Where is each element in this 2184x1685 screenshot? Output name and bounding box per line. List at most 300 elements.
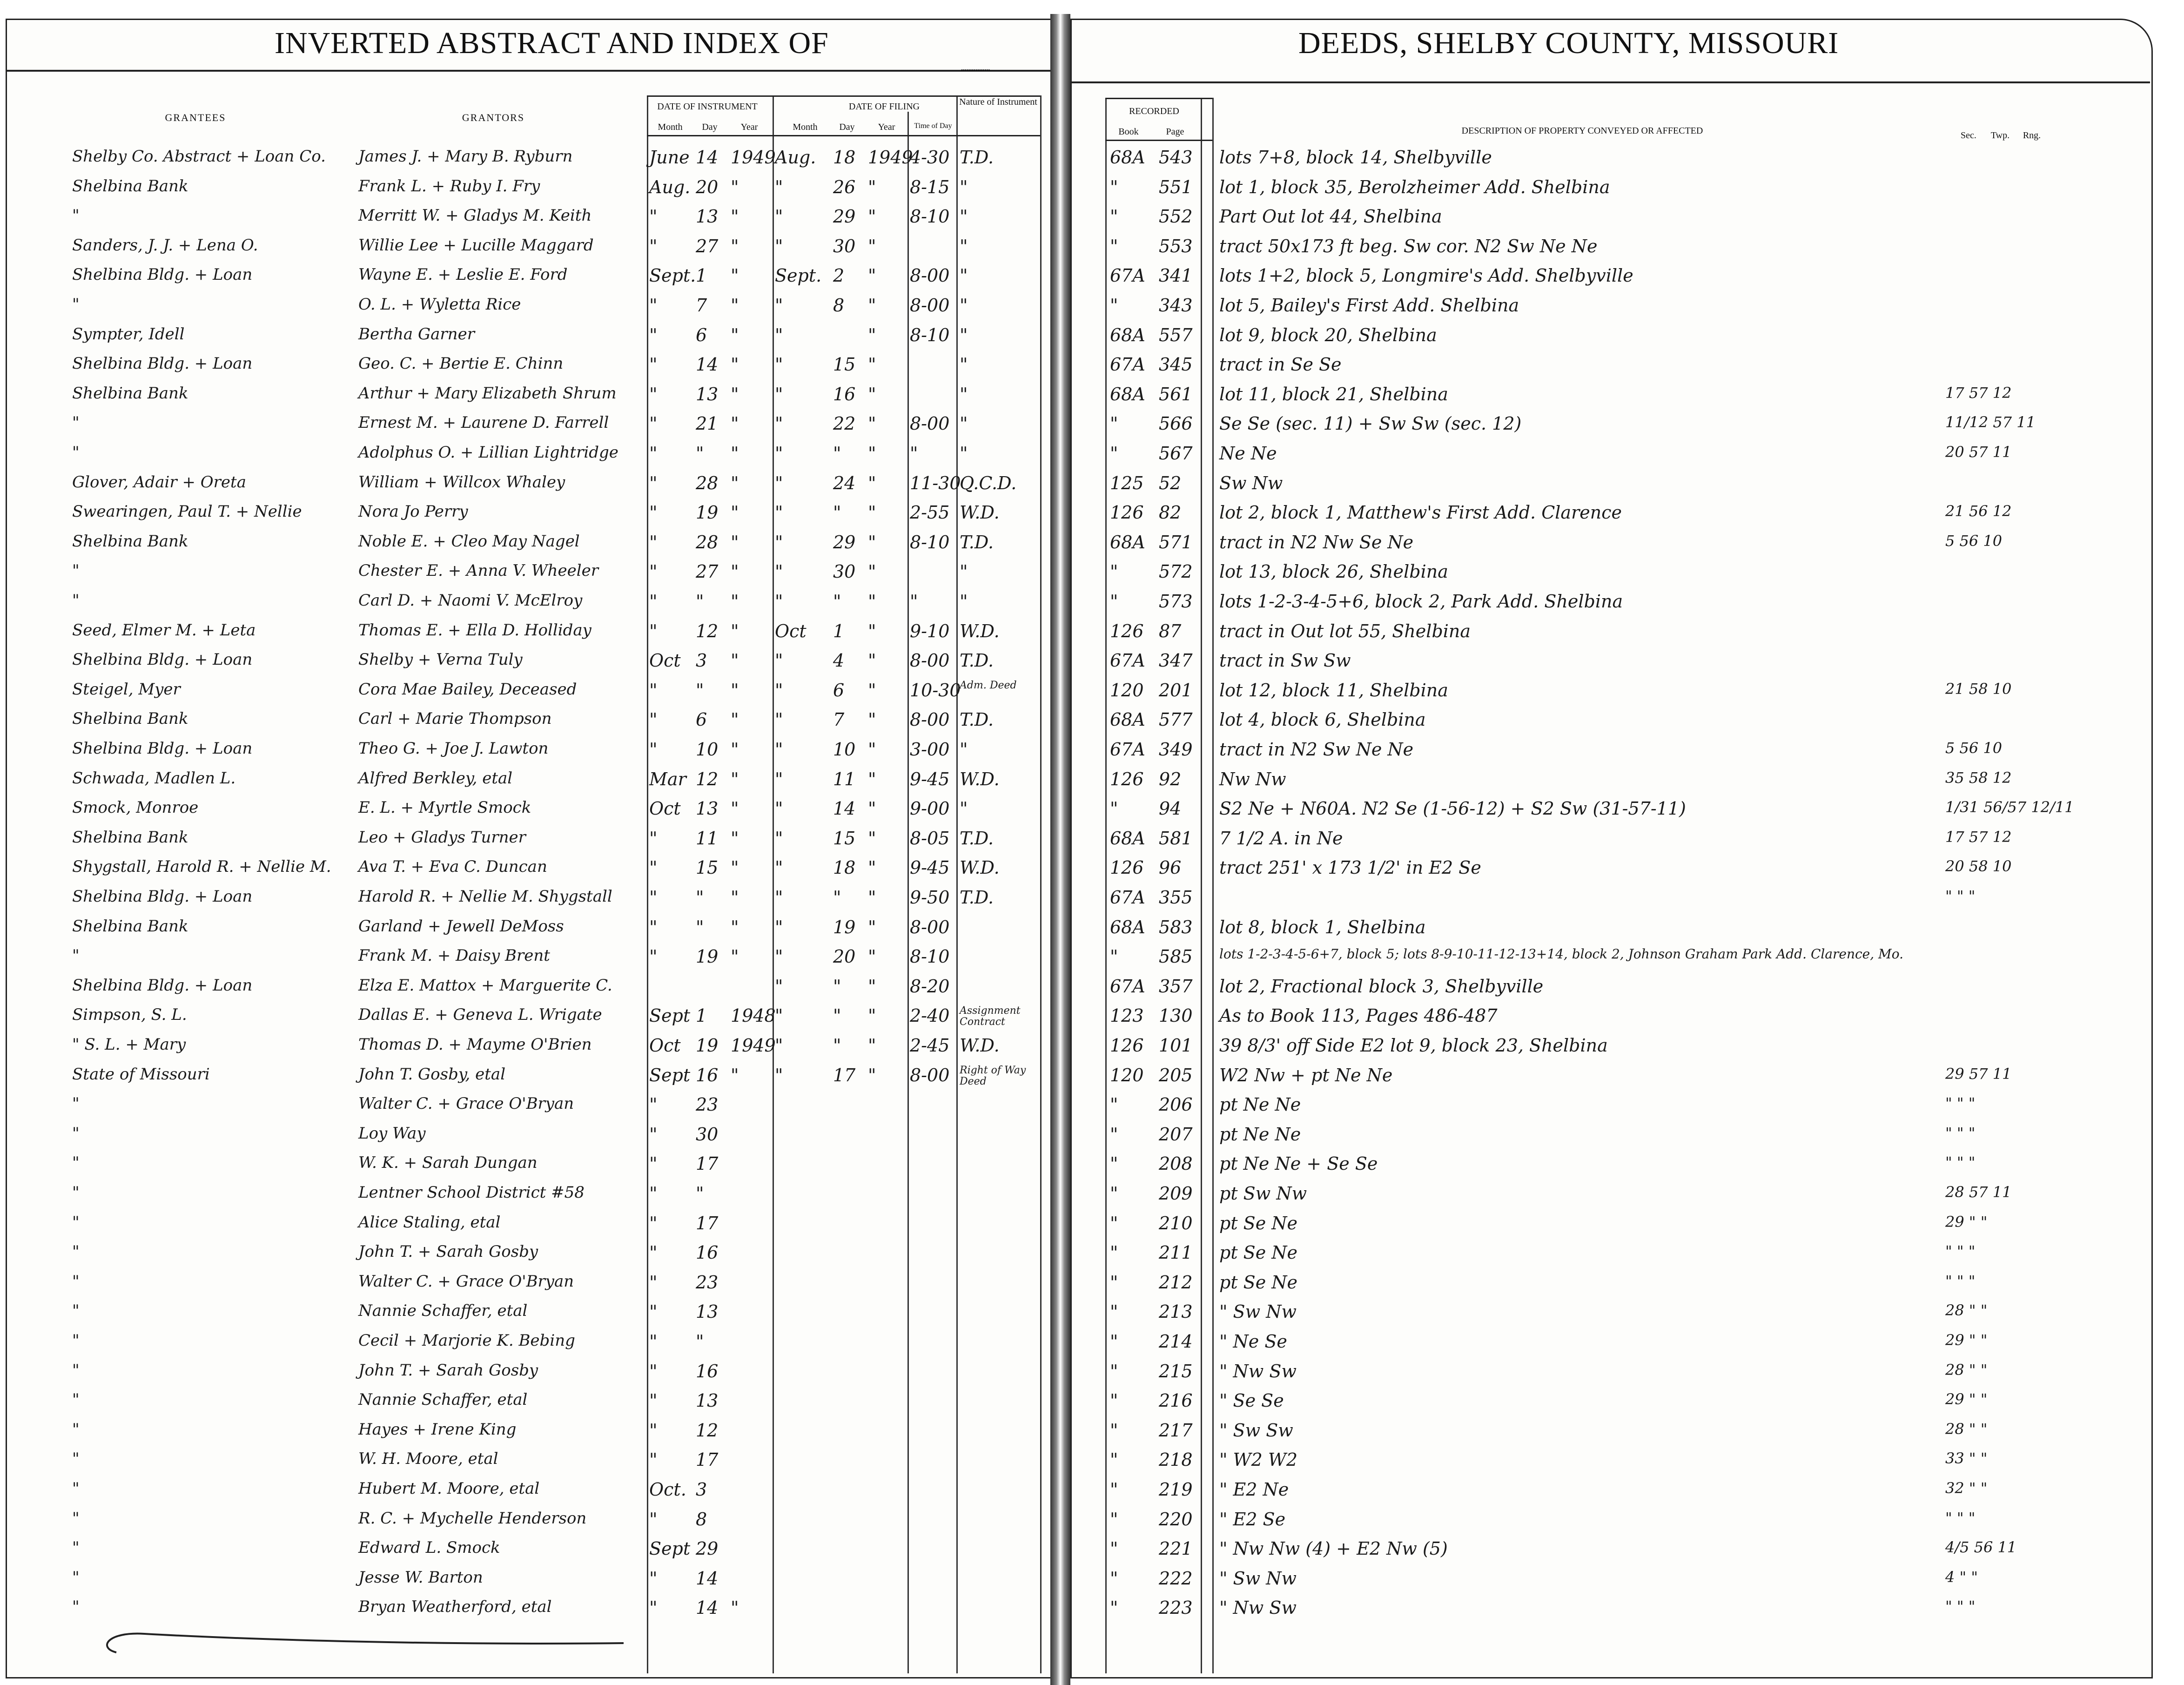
description-cell: " Ne Se (1219, 1331, 1287, 1352)
time-of-day-cell: 9-00 (910, 798, 950, 819)
filing-year-cell: " (868, 236, 876, 256)
description-cell: lot 1, block 35, Berolzheimer Add. Shelbina (1219, 176, 1610, 197)
instrument-year-cell: " (731, 413, 739, 434)
grantee-cell: Shelbina Bldg. + Loan (72, 354, 253, 373)
filing-year-cell: " (868, 206, 876, 227)
ledger-row (0, 1509, 2094, 1539)
time-of-day-cell: 8-10 (910, 946, 950, 967)
page-cell: 577 (1159, 709, 1193, 730)
grantee-cell: " (72, 1479, 80, 1498)
filing-year-cell: " (868, 443, 876, 464)
instrument-day-cell: 28 (696, 472, 719, 493)
time-of-day-cell: 8-10 (910, 532, 950, 553)
instrument-year-cell: " (731, 236, 739, 256)
time-of-day-cell: 8-00 (910, 295, 950, 316)
page-cell: 94 (1159, 798, 1182, 819)
sec-twp-rng-cell: " " " (1945, 1124, 1976, 1142)
filing-year-cell: " (868, 946, 876, 967)
book-cell: " (1110, 413, 1118, 434)
page-cell: 543 (1159, 147, 1193, 168)
description-cell: lots 1+2, block 5, Longmire's Add. Shelbyville (1219, 265, 1633, 286)
filing-year-cell: " (868, 591, 876, 612)
book-cell: 126 (1110, 857, 1144, 878)
filing-month-cell: " (775, 946, 783, 967)
ledger-row (0, 384, 2094, 414)
instrument-year-cell: " (731, 620, 739, 641)
grantor-cell: John T. Gosby, etal (358, 1065, 506, 1084)
grantee-cell: " (72, 591, 80, 610)
page-cell: 573 (1159, 591, 1193, 612)
instrument-day-cell: 23 (696, 1272, 719, 1293)
ledger-row (0, 413, 2094, 443)
instrument-day-cell: 12 (696, 620, 719, 641)
filing-day-cell: 15 (833, 354, 856, 375)
filing-day-cell: 29 (833, 206, 856, 227)
ledger-row (0, 739, 2094, 769)
book-cell: 67A (1110, 265, 1145, 286)
page-cell: 357 (1159, 976, 1193, 997)
filing-month-cell: " (775, 295, 783, 316)
ledger-row (0, 473, 2094, 503)
ledger-row (0, 502, 2094, 532)
grantee-cell: " (72, 443, 80, 462)
nature-cell: Assignment Contract (960, 1005, 1021, 1028)
instrument-day-cell: 1 (696, 265, 707, 286)
filing-day-cell: " (833, 1035, 841, 1056)
filing-month-cell: " (775, 384, 783, 404)
instrument-year-cell: " (731, 739, 739, 760)
grantee-cell: Schwada, Madlen L. (72, 768, 236, 788)
ledger-row (0, 1065, 2094, 1095)
book-cell: " (1110, 443, 1118, 464)
page-cell: 218 (1159, 1449, 1193, 1470)
filing-year-cell: " (868, 295, 876, 316)
ledger-row (0, 236, 2094, 266)
filing-month-cell: " (775, 354, 783, 375)
filing-day-cell: 22 (833, 413, 856, 434)
time-of-day-cell: 10-30 (910, 680, 961, 701)
grantee-cell: " (72, 1509, 80, 1528)
sec-twp-rng-cell: 20 57 11 (1945, 443, 2012, 461)
instrument-year-cell: " (731, 828, 739, 849)
book-cell: 67A (1110, 739, 1145, 760)
instrument-year-cell: " (731, 1597, 739, 1618)
book-cell: " (1110, 1420, 1118, 1441)
filing-month-cell: " (775, 176, 783, 197)
time-of-day-cell: 8-15 (910, 176, 950, 197)
instrument-month-cell: " (649, 354, 658, 375)
filing-month-cell: " (775, 768, 783, 789)
description-cell: " Sw Nw (1219, 1301, 1297, 1322)
page-cell: 213 (1159, 1301, 1193, 1322)
page-cell: 206 (1159, 1094, 1193, 1115)
instrument-day-cell: 16 (696, 1242, 719, 1263)
grantor-cell: Carl + Marie Thompson (358, 709, 552, 728)
grantor-cell: Lentner School District #58 (358, 1183, 585, 1202)
instrument-month-cell: " (649, 857, 658, 878)
instrument-year-cell: " (731, 798, 739, 819)
instrument-day-cell: 12 (696, 1420, 719, 1441)
instrument-day-cell: 30 (696, 1124, 719, 1145)
page-cell: 566 (1159, 413, 1193, 434)
nature-cell: " (960, 591, 968, 612)
description-cell: lot 2, block 1, Matthew's First Add. Clarence (1219, 502, 1622, 523)
nature-cell: T.D. (960, 532, 994, 553)
filing-day-cell: 1 (833, 620, 845, 641)
grantor-cell: Wayne E. + Leslie E. Ford (358, 265, 568, 284)
filing-day-cell: 16 (833, 384, 856, 404)
instrument-year-cell: " (731, 532, 739, 553)
grantor-cell: Shelby + Verna Tuly (358, 650, 523, 669)
instrument-month-cell: Oct (649, 650, 681, 671)
instrument-day-cell: 19 (696, 502, 719, 523)
grantor-cell: W. H. Moore, etal (358, 1449, 498, 1469)
sec-twp-rng-cell: 32 " " (1945, 1479, 1988, 1497)
grantee-cell: " (72, 1183, 80, 1202)
ledger-row (0, 295, 2094, 325)
page-cell: 208 (1159, 1153, 1193, 1174)
book-cell: 120 (1110, 1065, 1144, 1085)
instrument-month-cell: " (649, 206, 658, 227)
description-cell: " W2 W2 (1219, 1449, 1298, 1470)
description-cell: " Nw Sw (1219, 1361, 1297, 1382)
grantee-cell: " (72, 1301, 80, 1321)
instrument-day-cell: 19 (696, 1035, 719, 1056)
grantor-cell: Walter C. + Grace O'Bryan (358, 1272, 574, 1291)
nature-cell: Adm. Deed (960, 679, 1017, 691)
nature-cell: Right of Way Deed (960, 1064, 1026, 1087)
book-cell: " (1110, 1449, 1118, 1470)
sec-twp-rng-cell: 17 57 12 (1945, 384, 2012, 402)
page-cell: 130 (1159, 1005, 1193, 1026)
filing-month-cell: " (775, 887, 783, 908)
grantor-cell: Edward L. Smock (358, 1538, 500, 1557)
page-cell: 209 (1159, 1183, 1193, 1204)
instrument-month-cell: " (649, 680, 658, 701)
sec-twp-rng-cell: 5 56 10 (1945, 532, 2003, 550)
grantor-cell: Carl D. + Naomi V. McElroy (358, 591, 583, 610)
page-cell: 82 (1159, 502, 1182, 523)
time-of-day-cell: 2-40 (910, 1005, 950, 1026)
filing-year-cell: " (868, 413, 876, 434)
description-cell: Se Se (sec. 11) + Sw Sw (sec. 12) (1219, 413, 1522, 434)
ledger-row (0, 1242, 2094, 1272)
recorded-header-bottom-rule (1105, 140, 1212, 141)
instrument-year-cell: " (731, 680, 739, 701)
sec-twp-rng-cell: " " " (1945, 1242, 1976, 1260)
time-of-day-cell: 8-00 (910, 1065, 950, 1085)
nature-cell: " (960, 739, 968, 760)
book-cell: " (1110, 798, 1118, 819)
nature-cell: T.D. (960, 828, 994, 849)
instrument-day-cell: 14 (696, 147, 719, 168)
instrument-month-cell: " (649, 295, 658, 316)
book-cell: 68A (1110, 324, 1145, 345)
book-cell: " (1110, 591, 1118, 612)
instrument-year-cell: " (731, 176, 739, 197)
instrument-month-cell: " (649, 1361, 658, 1382)
right-header-rule (1070, 81, 2150, 83)
book-cell: " (1110, 1272, 1118, 1293)
date-of-filing-header: DATE OF FILING (848, 101, 920, 112)
ledger-row (0, 1568, 2094, 1598)
ledger-row (0, 1153, 2094, 1183)
filing-day-cell: " (833, 443, 841, 464)
filing-day-cell: 14 (833, 798, 856, 819)
nature-cell: " (960, 384, 968, 404)
filing-day-cell: " (833, 887, 841, 908)
grantor-cell: Theo G. + Joe J. Lawton (358, 739, 549, 758)
filing-month-cell: " (775, 324, 783, 345)
book-cell: " (1110, 1597, 1118, 1618)
grantor-cell: Garland + Jewell DeMoss (358, 917, 564, 936)
page-cell: 215 (1159, 1361, 1193, 1382)
instrument-month-cell: Sept. (649, 265, 696, 286)
description-cell: W2 Nw + pt Ne Ne (1219, 1065, 1393, 1085)
page-cell: 211 (1159, 1242, 1193, 1263)
filing-month-cell: " (775, 413, 783, 434)
grantor-cell: John T. + Sarah Gosby (358, 1242, 538, 1261)
description-cell: pt Se Ne (1219, 1242, 1298, 1263)
grantee-cell: " (72, 1153, 80, 1173)
instrument-month-cell: June (649, 147, 690, 168)
filing-year-cell: " (868, 917, 876, 937)
instrument-day-cell: 12 (696, 768, 719, 789)
page-cell: 571 (1159, 532, 1193, 553)
grantee-cell: " (72, 1242, 80, 1261)
instrument-month-cell: " (649, 1094, 658, 1115)
description-cell: Ne Ne (1219, 443, 1277, 464)
nature-cell: " (960, 236, 968, 256)
book-cell: 125 (1110, 472, 1144, 493)
instrument-month-cell: " (649, 1272, 658, 1293)
page-header: Page (1166, 127, 1184, 137)
filing-month-cell: Sept. (775, 265, 822, 286)
grantor-cell: Elza E. Mattox + Marguerite C. (358, 976, 612, 995)
instrument-day-cell: 29 (696, 1538, 719, 1559)
instrument-year-cell: " (731, 265, 739, 286)
page-cell: 585 (1159, 946, 1193, 967)
grantor-cell: Bertha Garner (358, 324, 475, 344)
filing-month-cell: " (775, 1005, 783, 1026)
description-cell: tract 251' x 173 1/2' in E2 Se (1219, 857, 1481, 878)
ledger-row (0, 650, 2094, 680)
ledger-row (0, 1479, 2094, 1509)
filing-year-cell: " (868, 1065, 876, 1085)
instrument-day-cell: 13 (696, 206, 719, 227)
nature-cell: " (960, 324, 968, 345)
sec-twp-rng-cell: " " " (1945, 1509, 1976, 1527)
left-page-title: INVERTED ABSTRACT AND INDEX OF (275, 26, 829, 60)
instrument-year-cell: " (731, 443, 739, 464)
instrument-month-cell: Sept (649, 1538, 691, 1559)
book-cell: " (1110, 236, 1118, 256)
instrument-year-cell: " (731, 917, 739, 937)
ledger-row (0, 325, 2094, 355)
grantor-cell: Hubert M. Moore, etal (358, 1479, 540, 1498)
book-cell: 126 (1110, 1035, 1144, 1056)
ledger-row (0, 1301, 2094, 1331)
description-cell: tract in N2 Nw Se Ne (1219, 532, 1414, 553)
grantee-cell: Smock, Monroe (72, 798, 199, 817)
sec-twp-rng-cell: " " " (1945, 1094, 1976, 1112)
description-cell: tract in N2 Sw Ne Ne (1219, 739, 1414, 760)
printer-stamp: ▪▪▪▪▪▪▪▪▪▪▪▪▪▪▪▪ (961, 67, 990, 73)
grantee-cell: Shelbina Bank (72, 532, 188, 551)
page-cell: 220 (1159, 1509, 1193, 1530)
sec-twp-rng-cell: 17 57 12 (1945, 828, 2012, 846)
grantee-cell: State of Missouri (72, 1065, 210, 1084)
instrument-day-cell: 13 (696, 384, 719, 404)
description-cell: lot 4, block 6, Shelbina (1219, 709, 1426, 730)
grantee-cell: Shelbina Bank (72, 917, 188, 936)
ledger-row (0, 177, 2094, 207)
ledger-row (0, 561, 2094, 591)
nature-cell: " (960, 798, 968, 819)
book-cell: 67A (1110, 976, 1145, 997)
instrument-day-cell: " (696, 443, 704, 464)
nature-cell: " (960, 443, 968, 464)
instrument-day-cell: 17 (696, 1213, 719, 1233)
instrument-day-cell: " (696, 887, 704, 908)
instrument-month-cell: " (649, 1449, 658, 1470)
instrument-day-cell: 13 (696, 798, 719, 819)
grantee-cell: " (72, 1597, 80, 1617)
instrument-month-cell: " (649, 1331, 658, 1352)
grantor-cell: W. K. + Sarah Dungan (358, 1153, 538, 1173)
instrument-month-cell: " (649, 709, 658, 730)
filing-year-cell: " (868, 532, 876, 553)
description-cell: lots 1-2-3-4-5-6+7, block 5; lots 8-9-10-11-12-13+14, block 2, Johnson Graham Park Add. Clarence, Mo. (1219, 946, 1903, 962)
page-cell: 343 (1159, 295, 1193, 316)
grantor-cell: Cora Mae Bailey, Deceased (358, 680, 577, 699)
grantor-cell: Dallas E. + Geneva L. Wrigate (358, 1005, 602, 1024)
description-cell: 39 8/3' off Side E2 lot 9, block 23, Shelbina (1219, 1035, 1608, 1056)
ledger-row (0, 1390, 2094, 1420)
description-cell: " Se Se (1219, 1390, 1284, 1411)
instrument-year-cell: 1949 (731, 1035, 776, 1056)
grantees-header: GRANTEES (165, 112, 226, 123)
sec-twp-rng-cell: 1/31 56/57 12/11 (1945, 798, 2074, 816)
description-cell: lot 13, block 26, Shelbina (1219, 561, 1448, 582)
ledger-row (0, 857, 2094, 887)
filing-month-cell: " (775, 236, 783, 256)
instrument-day-cell: " (696, 680, 704, 701)
book-cell: 123 (1110, 1005, 1144, 1026)
filing-year-header: Year (878, 122, 895, 132)
sec-twp-rng-cell: 28 " " (1945, 1420, 1988, 1438)
instrument-day-cell: 14 (696, 354, 719, 375)
description-cell: lots 7+8, block 14, Shelbyville (1219, 147, 1492, 168)
grantor-cell: Nora Jo Perry (358, 502, 468, 521)
description-cell: pt Ne Ne (1219, 1124, 1301, 1145)
book-cell: " (1110, 1390, 1118, 1411)
sec-twp-rng-cell: 5 56 10 (1945, 739, 2003, 757)
instrument-day-cell: 27 (696, 561, 719, 582)
book-cell: " (1110, 1331, 1118, 1352)
filing-year-cell: " (868, 265, 876, 286)
grantee-cell: " (72, 1331, 80, 1350)
grantor-cell: Arthur + Mary Elizabeth Shrum (358, 384, 617, 403)
filing-year-cell: " (868, 768, 876, 789)
book-cell: " (1110, 1124, 1118, 1145)
time-of-day-header: Time of Day (914, 122, 952, 130)
grantor-cell: Frank L. + Ruby I. Fry (358, 176, 540, 195)
page-cell: 52 (1159, 472, 1182, 493)
filing-day-cell: 6 (833, 680, 845, 701)
instrument-month-cell: " (649, 413, 658, 434)
description-cell: lot 9, block 20, Shelbina (1219, 324, 1437, 345)
nature-cell: " (960, 413, 968, 434)
instrument-month-cell: Aug. (649, 176, 691, 197)
filing-year-cell: " (868, 680, 876, 701)
sec-twp-rng-cell: 21 56 12 (1945, 502, 2012, 520)
grantee-cell: Sanders, J. J. + Lena O. (72, 236, 258, 255)
ledger-row (0, 1449, 2094, 1479)
grantee-cell: " (72, 1094, 80, 1113)
ledger-row (0, 1538, 2094, 1568)
grantee-cell: Shelbina Bank (72, 709, 188, 728)
grantee-cell: Shelbina Bldg. + Loan (72, 650, 253, 669)
description-cell: lot 5, Bailey's First Add. Shelbina (1219, 295, 1519, 316)
filing-day-cell: " (833, 976, 841, 997)
ledger-row (0, 591, 2094, 621)
nature-cell: Q.C.D. (960, 472, 1017, 493)
instrument-day-cell: " (696, 1183, 704, 1204)
description-cell: tract in Sw Sw (1219, 650, 1351, 671)
instrument-month-cell: " (649, 1301, 658, 1322)
page-cell: 212 (1159, 1272, 1193, 1293)
page-cell: 207 (1159, 1124, 1193, 1145)
time-of-day-cell: 8-00 (910, 413, 950, 434)
instrument-year-cell: " (731, 206, 739, 227)
grantor-cell: Geo. C. + Bertie E. Chinn (358, 354, 564, 373)
sec-twp-rng-cell: 28 " " (1945, 1361, 1988, 1379)
filing-month-cell: Aug. (775, 147, 816, 168)
grantor-cell: Bryan Weatherford, etal (358, 1597, 552, 1617)
page-cell: 101 (1159, 1035, 1193, 1056)
instrument-year-cell: " (731, 709, 739, 730)
filing-day-cell: 15 (833, 828, 856, 849)
instrument-month-cell: " (649, 236, 658, 256)
instrument-year-cell: " (731, 295, 739, 316)
page-cell: 557 (1159, 324, 1193, 345)
book-cell: 126 (1110, 502, 1144, 523)
grantee-cell: " (72, 1390, 80, 1409)
instrument-month-cell: " (649, 472, 658, 493)
time-of-day-cell: 2-45 (910, 1035, 950, 1056)
filing-month-cell: " (775, 1035, 783, 1056)
book-cell: 68A (1110, 147, 1145, 168)
instrument-day-cell: 13 (696, 1301, 719, 1322)
filing-day-cell: 18 (833, 147, 856, 168)
book-cell: 68A (1110, 828, 1145, 849)
grantee-cell: " (72, 1538, 80, 1557)
sec-twp-rng-cell: " " " (1945, 1597, 1976, 1616)
grantor-cell: E. L. + Myrtle Smock (358, 798, 531, 817)
instrument-month-cell: " (649, 1183, 658, 1204)
twp-header: Twp. (1990, 130, 2010, 141)
description-cell: lot 11, block 21, Shelbina (1219, 384, 1448, 404)
time-of-day-cell: 8-00 (910, 917, 950, 937)
instrument-month-cell: " (649, 828, 658, 849)
instrument-day-cell: 10 (696, 739, 719, 760)
instrument-month-cell: " (649, 887, 658, 908)
sec-twp-rng-cell: 28 " " (1945, 1301, 1988, 1320)
filing-month-cell: " (775, 472, 783, 493)
filing-day-cell: 30 (833, 236, 856, 256)
time-of-day-cell: 3-00 (910, 739, 950, 760)
